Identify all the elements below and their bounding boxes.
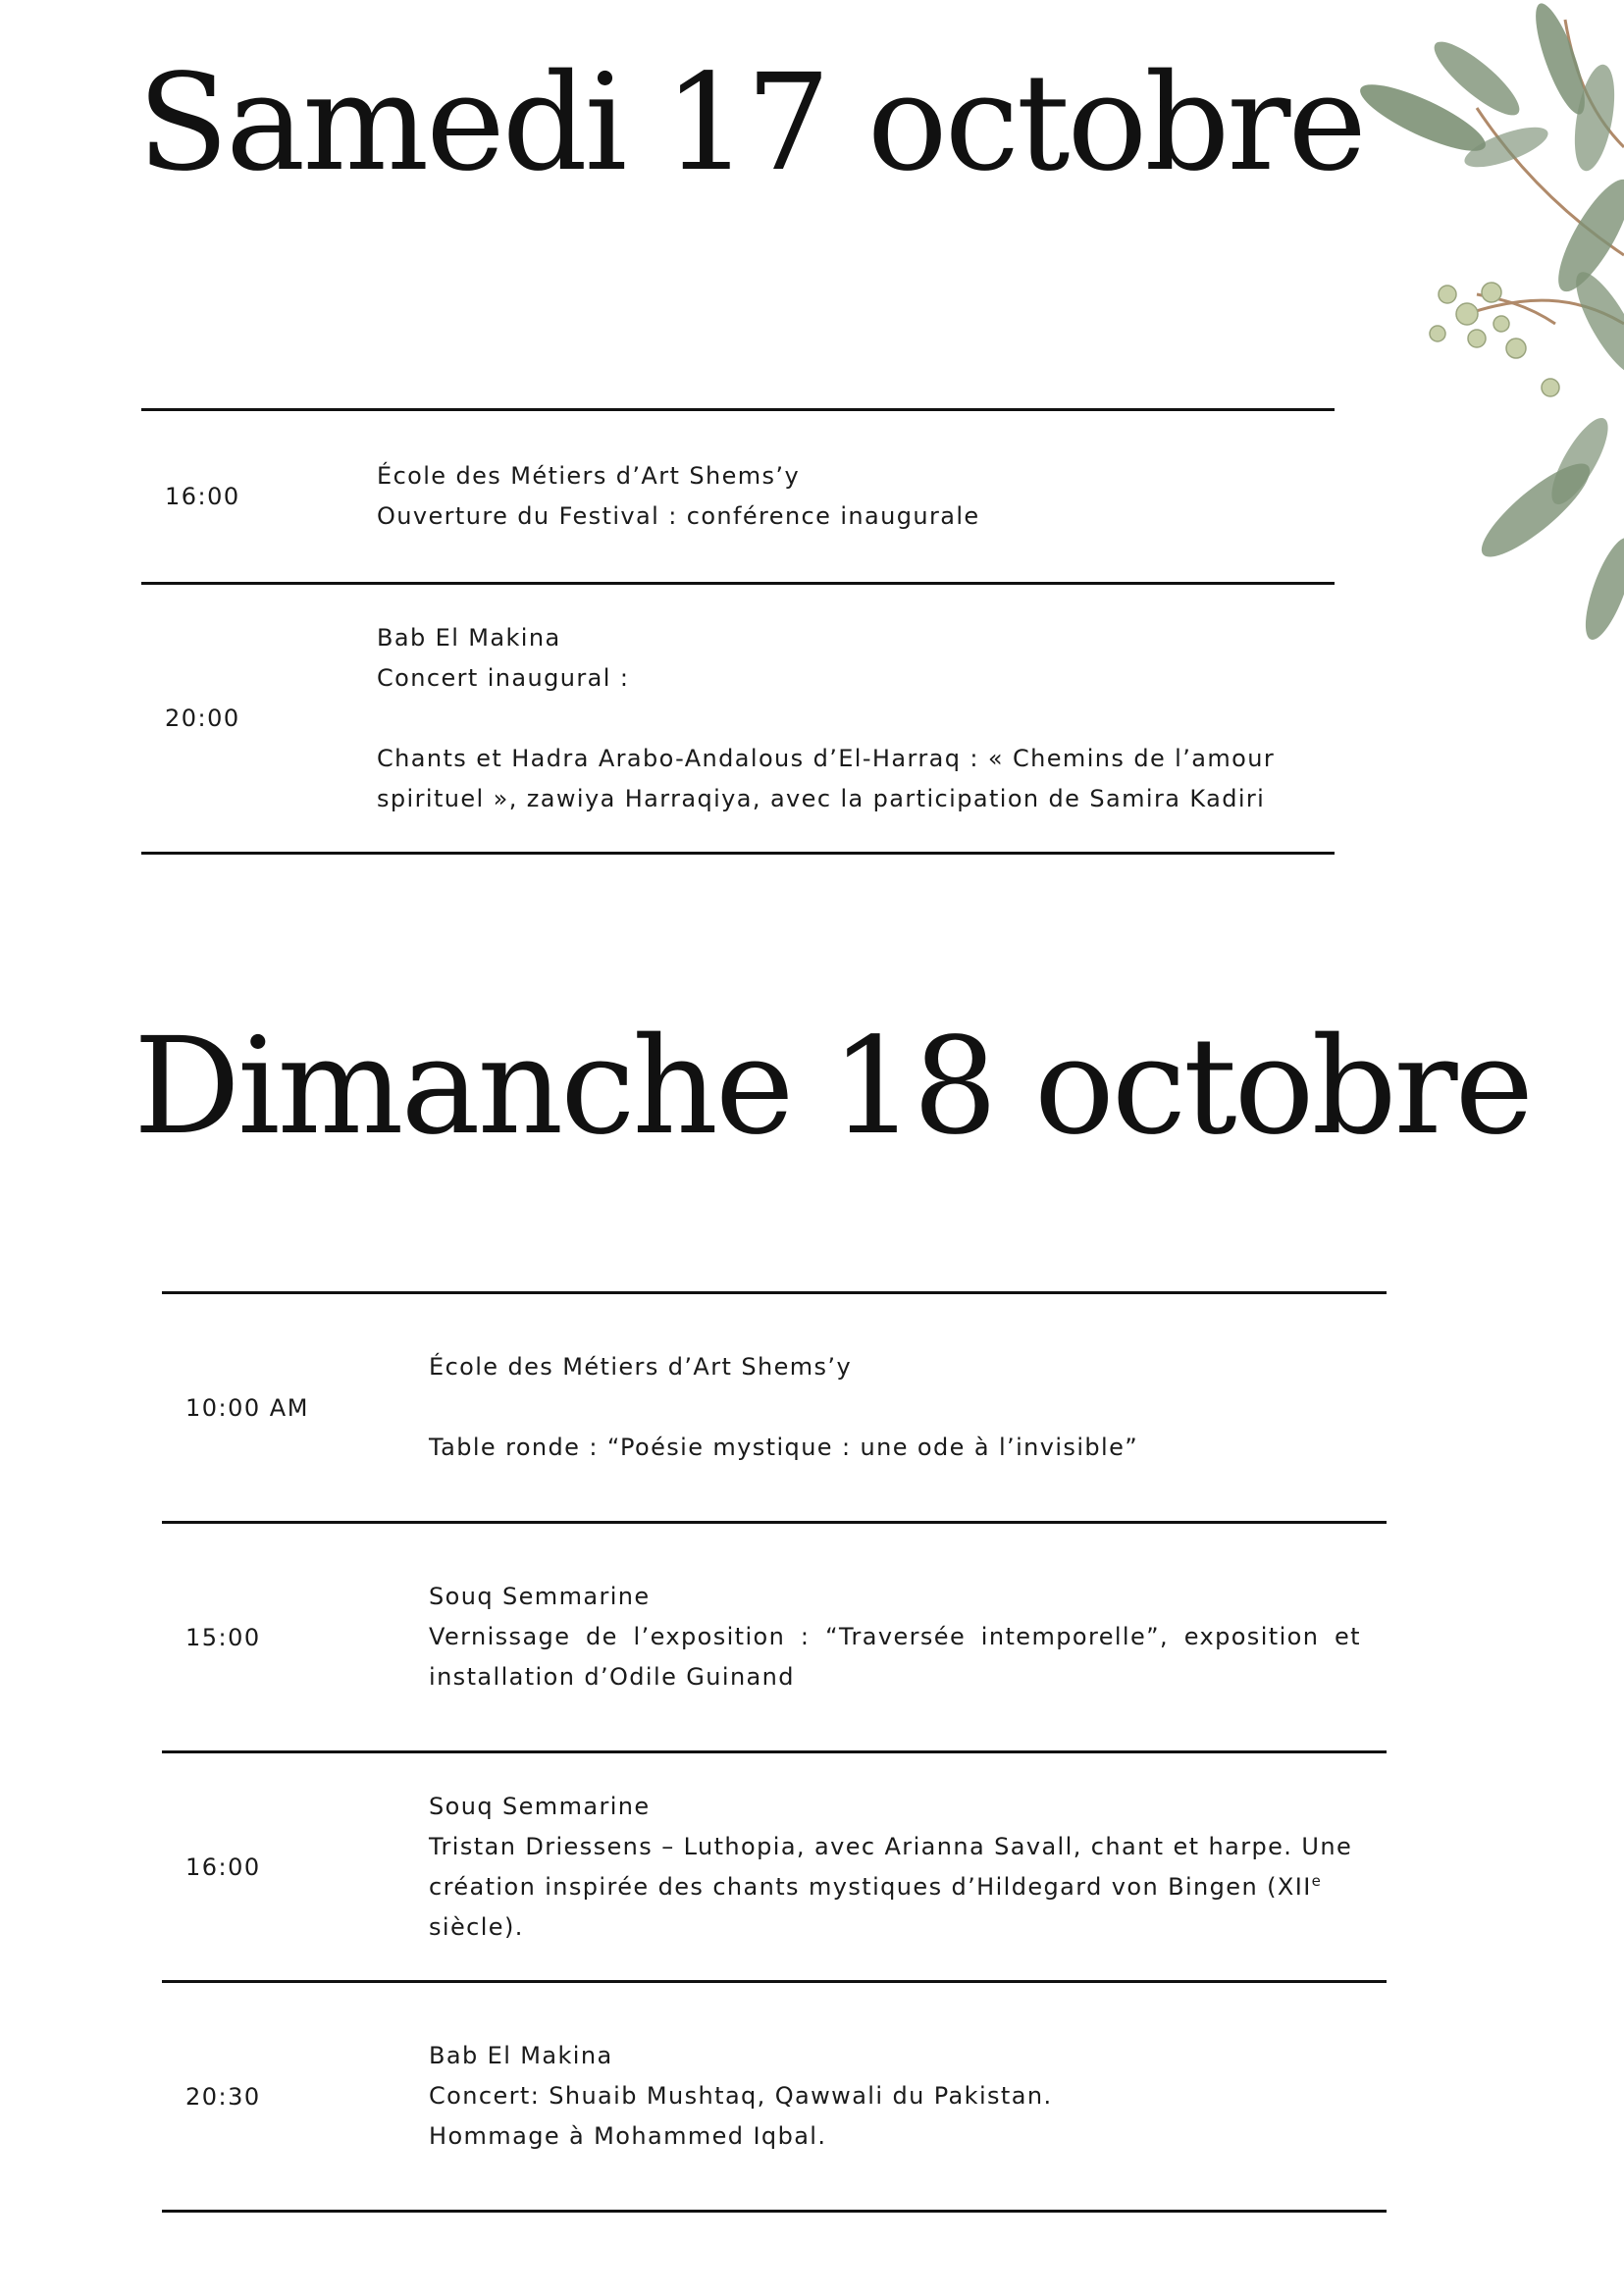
event-row (162, 1980, 1387, 2213)
day-title-sunday: Dimanche 18 octobre (133, 1010, 1532, 1165)
event-row (162, 1521, 1387, 1750)
event-description: spirituel », zawiya Harraqiya, avec la participation de Samira Kadiri (377, 784, 1266, 812)
event-venue: Bab El Makina (429, 2042, 613, 2069)
event-details (429, 1983, 1361, 2210)
event-details (429, 1524, 1361, 1750)
event-description: Tristan Driessens – Luthopia, avec Arianna Savall, chant et harpe. Une (429, 1832, 1353, 1860)
event-description: Hommage à Mohammed Iqbal. (429, 2122, 827, 2150)
event-venue: Bab El Makina (377, 623, 561, 652)
event-row (162, 1291, 1387, 1521)
event-description: siècle). (429, 1912, 524, 1941)
event-description: Ouverture du Festival : conférence inaugurale (377, 502, 980, 530)
event-row (162, 1750, 1387, 1980)
event-row (141, 582, 1335, 855)
event-details (377, 411, 1335, 582)
event-description: Table ronde : “Poésie mystique : une ode à l’invisible” (429, 1434, 1139, 1461)
event-description: Concert inaugural : (377, 663, 630, 692)
superscript: e (1311, 1871, 1323, 1890)
day-title-saturday: Samedi 17 octobre (137, 46, 1364, 201)
event-venue: Souq Semmarine (429, 1583, 651, 1610)
event-venue: Souq Semmarine (429, 1792, 651, 1820)
event-description: installation d’Odile Guinand (429, 1663, 795, 1691)
event-row (141, 408, 1335, 582)
event-details (429, 1753, 1361, 1980)
event-time: 16:00 (165, 483, 240, 510)
event-details (377, 585, 1335, 852)
eucalyptus-branch-icon (1330, 0, 1624, 648)
event-details (429, 1294, 1361, 1521)
event-description: Chants et Hadra Arabo-Andalous d’El-Harraq : « Chemins de l’amour (377, 744, 1276, 772)
event-description: Concert: Shuaib Mushtaq, Qawwali du Pakistan. (429, 2082, 1053, 2110)
event-time: 20:00 (165, 704, 240, 732)
schedule-sunday (162, 1291, 1387, 2213)
event-time: 20:30 (185, 2082, 261, 2111)
event-description: création inspirée des chants mystiques d’Hildegard von Bingen (XIIe (429, 1871, 1323, 1901)
schedule-saturday (141, 408, 1335, 855)
event-time: 16:00 (185, 1852, 261, 1881)
event-description: Vernissage de l’exposition : “Traversée intemporelle”, exposition et (429, 1623, 1361, 1650)
event-time: 15:00 (185, 1623, 261, 1651)
event-venue: École des Métiers d’Art Shems’y (377, 462, 801, 490)
event-venue: École des Métiers d’Art Shems’y (429, 1353, 853, 1381)
event-time: 10:00 AM (185, 1393, 309, 1422)
